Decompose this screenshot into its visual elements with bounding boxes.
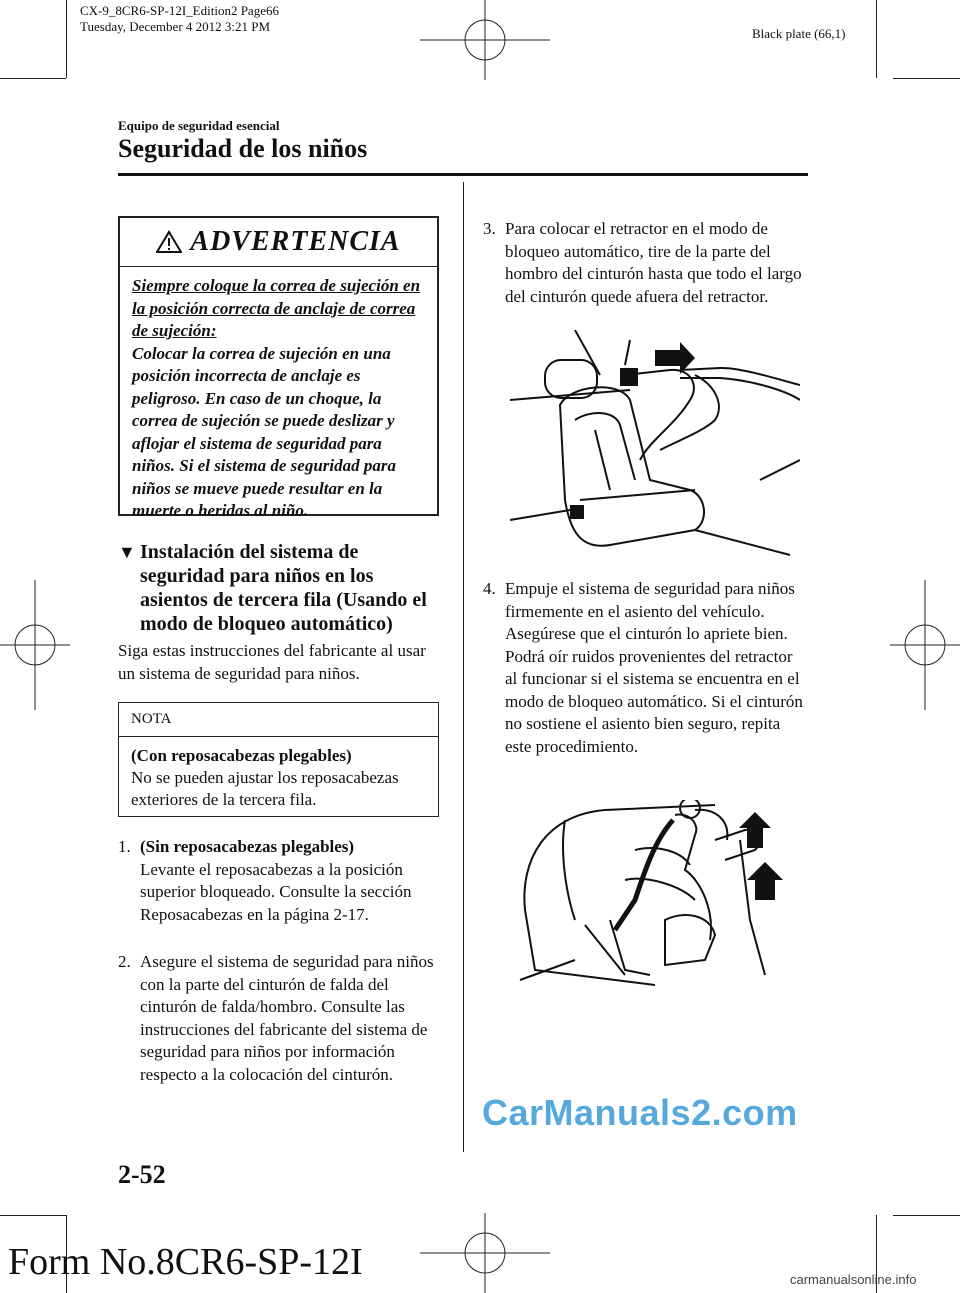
step-number: 4. xyxy=(483,579,496,598)
heading-text: Instalación del sistema de seguridad para niños en los asientos de tercera fila (Usando el modo de bloqueo automático) xyxy=(140,541,427,635)
column-divider xyxy=(463,182,464,1152)
crop-mark xyxy=(893,1215,960,1216)
warning-underlined-text: Siempre coloque la correa de sujeción en la posición correcta de anclaje de correa de sujeción: xyxy=(132,276,421,340)
heading-triangle-icon: ▼ xyxy=(118,542,136,562)
registration-mark-left xyxy=(0,580,70,710)
note-bold-text: (Con reposacabezas plegables) xyxy=(131,746,352,765)
step-text: Asegure el sistema de seguridad para niños con la parte del cinturón de falda del cinturón de falda/hombro. Consulte las instrucciones del fabricante del sistema de seguridad para niños por información respecto a la colocación del cinturón. xyxy=(140,952,434,1084)
warning-box xyxy=(118,216,439,520)
note-body xyxy=(119,737,438,819)
step-text: Empuje el sistema de seguridad para niños firmemente en el asiento del vehículo. Asegúrese que el cinturón lo apriete bien. Podrá oír ruidos provenientes del retractor al funcionar si el sistema se encuentra en el modo de bloqueo automático. Si el cinturón no sostiene el asiento bien seguro, repita este procedimiento. xyxy=(505,579,803,756)
page-title: Seguridad de los niños xyxy=(118,134,368,163)
registration-mark-bottom xyxy=(420,1213,550,1293)
note-label: NOTA xyxy=(119,703,438,737)
warning-text: Colocar la correa de sujeción en una posición incorrecta de anclaje es peligroso. En caso de un choque, la correa de sujeción se puede deslizar y aflojar el sistema de seguridad para niños. Si el sistema de seguridad para niños se mueve puede resultar en la muerte o heridas al niño. xyxy=(132,343,397,520)
step-2 xyxy=(118,951,443,1086)
step-text: Para colocar el retractor en el modo de bloqueo automático, tire de la parte del hombro del cinturón hasta que todo el largo del cinturón quede afuera del retractor. xyxy=(505,219,802,306)
child-seat-belt-pull-illustration xyxy=(500,330,800,560)
step-number: 1. xyxy=(118,837,131,856)
step-number: 3. xyxy=(483,219,496,238)
note-box xyxy=(118,702,439,817)
print-date-line: Tuesday, December 4 2012 3:21 PM xyxy=(80,19,271,34)
registration-mark-top xyxy=(420,0,550,80)
crop-mark xyxy=(66,0,67,78)
step-3 xyxy=(483,218,808,308)
watermark-logo: CarManuals2.com xyxy=(482,1092,798,1133)
plate-label: Black plate (66,1) xyxy=(752,26,846,41)
title-rule xyxy=(118,173,808,176)
crop-mark xyxy=(876,0,877,78)
intro-paragraph: Siga estas instrucciones del fabricante al usar un sistema de seguridad para niños. xyxy=(118,641,426,683)
step-bold-text: (Sin reposacabezas plegables) xyxy=(140,837,355,856)
crop-mark xyxy=(0,1215,66,1216)
section-label: Equipo de seguridad esencial xyxy=(118,118,280,133)
print-file-line: CX-9_8CR6-SP-12I_Edition2 Page66 xyxy=(80,3,279,18)
crop-mark xyxy=(0,78,66,79)
push-arrow-icon xyxy=(747,862,783,900)
step-1 xyxy=(118,836,443,926)
push-child-seat-illustration xyxy=(515,800,785,990)
form-number: Form No.8CR6-SP-12I xyxy=(8,1241,363,1283)
step-number: 2. xyxy=(118,952,131,971)
step-4 xyxy=(483,578,808,758)
site-watermark: carmanualsonline.info xyxy=(790,1272,917,1287)
section-heading xyxy=(118,540,442,636)
note-text: No se pueden ajustar los reposacabezas exteriores de la tercera fila. xyxy=(131,768,399,809)
registration-mark-right xyxy=(890,580,960,710)
warning-triangle-icon xyxy=(156,230,182,254)
warning-header xyxy=(120,218,437,267)
warning-body xyxy=(120,267,437,531)
page-number: 2-52 xyxy=(118,1160,166,1189)
warning-title: ADVERTENCIA xyxy=(190,226,401,257)
crop-mark xyxy=(893,78,960,79)
step-text: Levante el reposacabezas a la posición superior bloqueado. Consulte la sección Reposacabezas en la página 2-17. xyxy=(140,859,412,924)
